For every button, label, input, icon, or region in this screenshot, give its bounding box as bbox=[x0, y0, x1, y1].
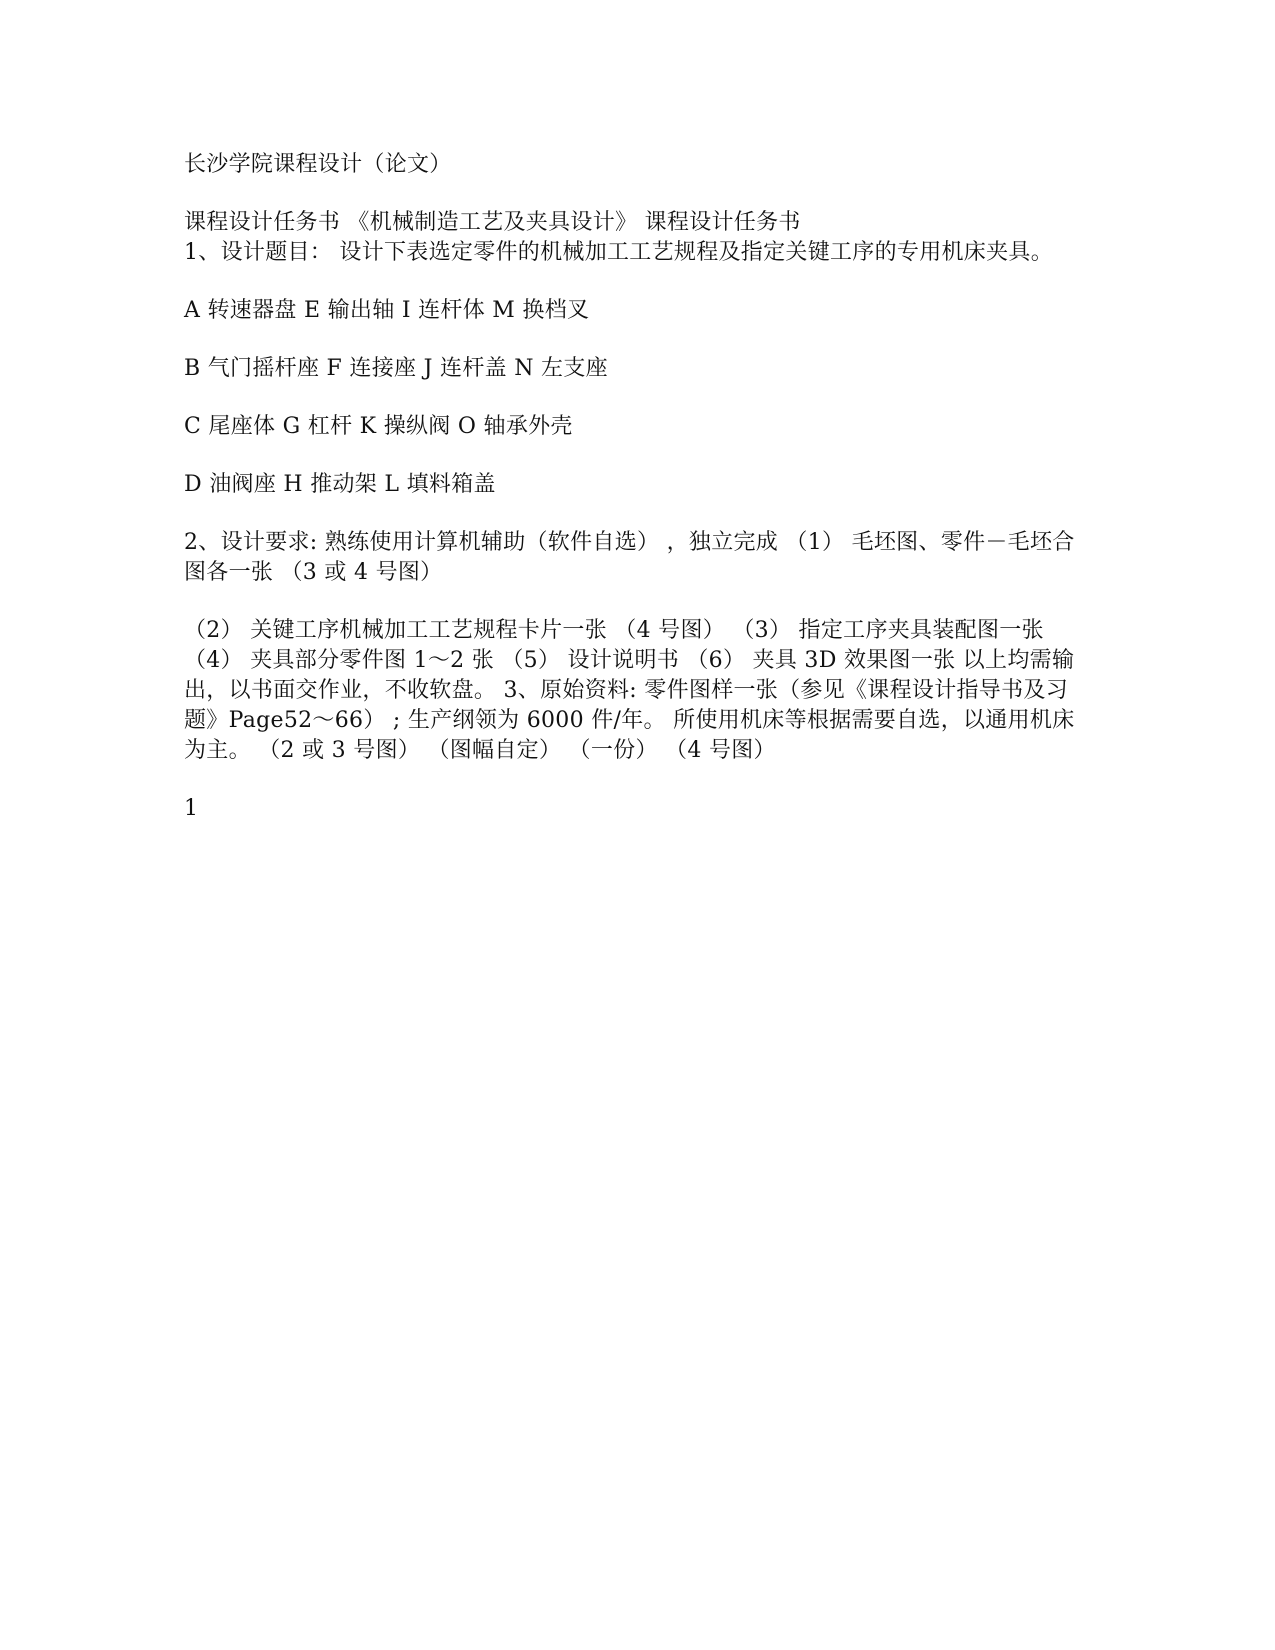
topic-line: 1、设计题目： 设计下表选定零件的机械加工工艺规程及指定关键工序的专用机床夹具。 bbox=[184, 240, 1053, 265]
page-number: 1 bbox=[184, 796, 199, 821]
details-paragraph: （2） 关键工序机械加工工艺规程卡片一张 （4 号图） （3） 指定工序夹具装配图一张 （4） 夹具部分零件图 1～2 张 （5） 设计说明书 （6） 夹具 3D 效果图一张 以上均需输出，以书面交作业，不收软盘。 3、原始资料: 零件图样一张（参见《课程设计指导书及习题》Page52～66） ; 生产纲领为 6000 件/年。 所使用机床等根据需要自选，以通用机床为主。 （2 或 3 号图） （图幅自定） （一份） （4 号图） bbox=[184, 618, 1075, 763]
parts-row-d: D 油阀座 H 推动架 L 填料箱盖 bbox=[184, 472, 496, 497]
header-title: 长沙学院课程设计（论文） bbox=[184, 152, 452, 177]
parts-row-b: B 气门摇杆座 F 连接座 J 连杆盖 N 左支座 bbox=[184, 356, 608, 381]
requirements-paragraph: 2、设计要求: 熟练使用计算机辅助（软件自选） ，独立完成 （1） 毛坯图、零件－毛坯合图各一张 （3 或 4 号图） bbox=[184, 530, 1075, 585]
parts-row-c: C 尾座体 G 杠杆 K 操纵阀 O 轴承外壳 bbox=[184, 414, 573, 439]
task-line: 课程设计任务书 《机械制造工艺及夹具设计》 课程设计任务书 bbox=[184, 210, 801, 235]
parts-row-a: A 转速器盘 E 输出轴 I 连杆体 M 换档叉 bbox=[184, 298, 590, 323]
document-body bbox=[184, 150, 1084, 824]
